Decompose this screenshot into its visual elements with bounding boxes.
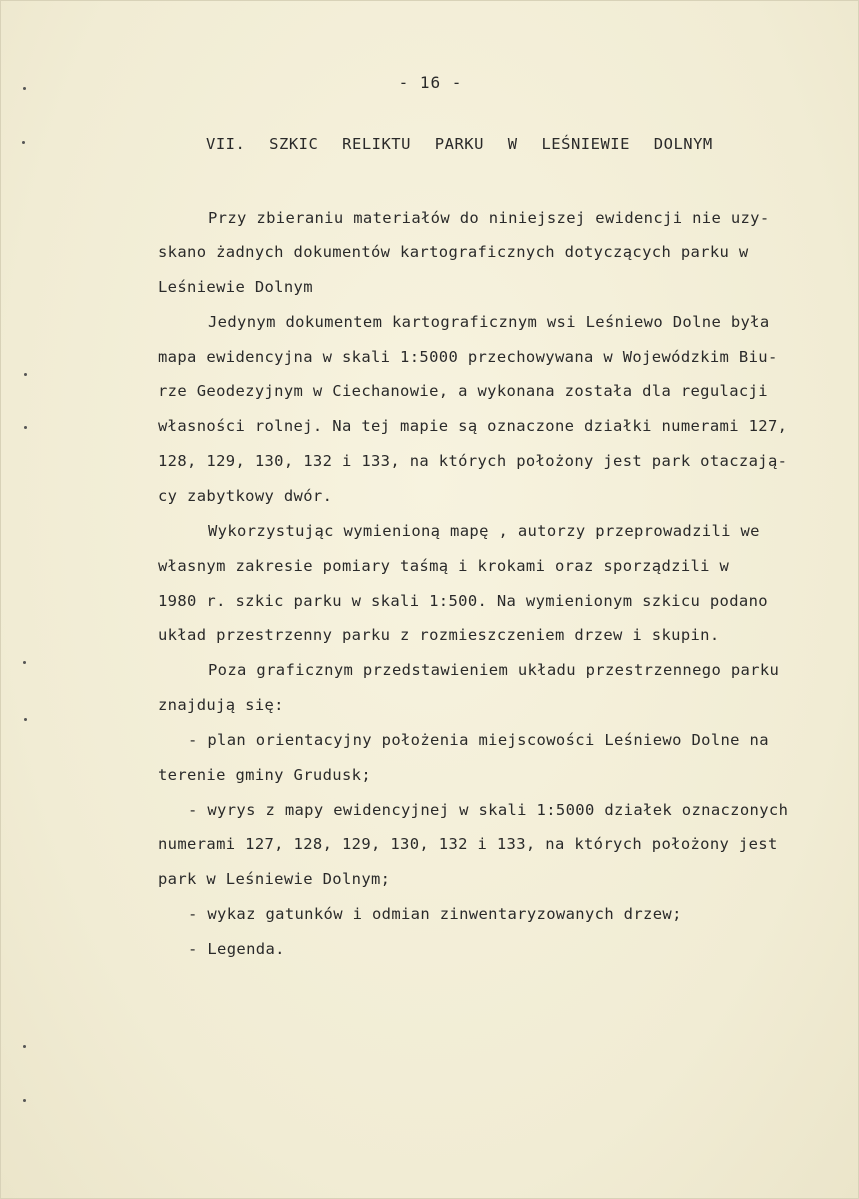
text-line: własności rolnej. Na tej mapie są oznaczone działki numerami 127,: [158, 417, 788, 435]
scan-mark: [23, 1045, 26, 1048]
scan-mark: [23, 87, 26, 90]
text-line: Leśniewie Dolnym: [158, 278, 313, 296]
text-line: własnym zakresie pomiary taśmą i krokami oraz sporządzili w: [158, 557, 730, 575]
text-line: Jedynym dokumentem kartograficznym wsi Leśniewo Dolne była: [208, 313, 770, 331]
scan-mark: [24, 373, 27, 376]
text-line: 128, 129, 130, 132 i 133, na których położony jest park otaczają-: [158, 452, 788, 470]
list-item: - Legenda.: [188, 940, 285, 958]
scan-mark: [24, 426, 27, 429]
list-item: - plan orientacyjny położenia miejscowości Leśniewo Dolne na: [188, 731, 769, 749]
text-line: Przy zbieraniu materiałów do niniejszej ewidencji nie uzy-: [208, 209, 770, 227]
text-line: układ przestrzenny parku z rozmieszczeniem drzew i skupin.: [158, 626, 720, 644]
text-line: park w Leśniewie Dolnym;: [158, 870, 391, 888]
section-heading: VII. SZKIC RELIKTU PARKU W LEŚNIEWIE DOLNYM: [206, 135, 713, 153]
list-item: - wykaz gatunków i odmian zinwentaryzowanych drzew;: [188, 905, 682, 923]
scan-mark: [22, 141, 25, 144]
page-number: - 16 -: [398, 73, 463, 92]
scan-mark: [23, 1099, 26, 1102]
text-line: skano żadnych dokumentów kartograficznych dotyczących parku w: [158, 243, 749, 261]
scan-mark: [24, 718, 27, 721]
text-line: terenie gminy Grudusk;: [158, 766, 371, 784]
scan-mark: [23, 661, 26, 664]
text-line: 1980 r. szkic parku w skali 1:500. Na wymienionym szkicu podano: [158, 592, 768, 610]
text-line: cy zabytkowy dwór.: [158, 487, 333, 505]
list-item: - wyrys z mapy ewidencyjnej w skali 1:5000 działek oznaczonych: [188, 801, 789, 819]
text-line: znajdują się:: [158, 696, 284, 714]
text-line: rze Geodezyjnym w Ciechanowie, a wykonana została dla regulacji: [158, 382, 768, 400]
text-line: mapa ewidencyjna w skali 1:5000 przechowywana w Wojewódzkim Biu-: [158, 348, 778, 366]
text-line: Wykorzystując wymienioną mapę , autorzy przeprowadzili we: [208, 522, 760, 540]
text-line: numerami 127, 128, 129, 130, 132 i 133, na których położony jest: [158, 835, 778, 853]
text-line: Poza graficznym przedstawieniem układu przestrzennego parku: [208, 661, 780, 679]
